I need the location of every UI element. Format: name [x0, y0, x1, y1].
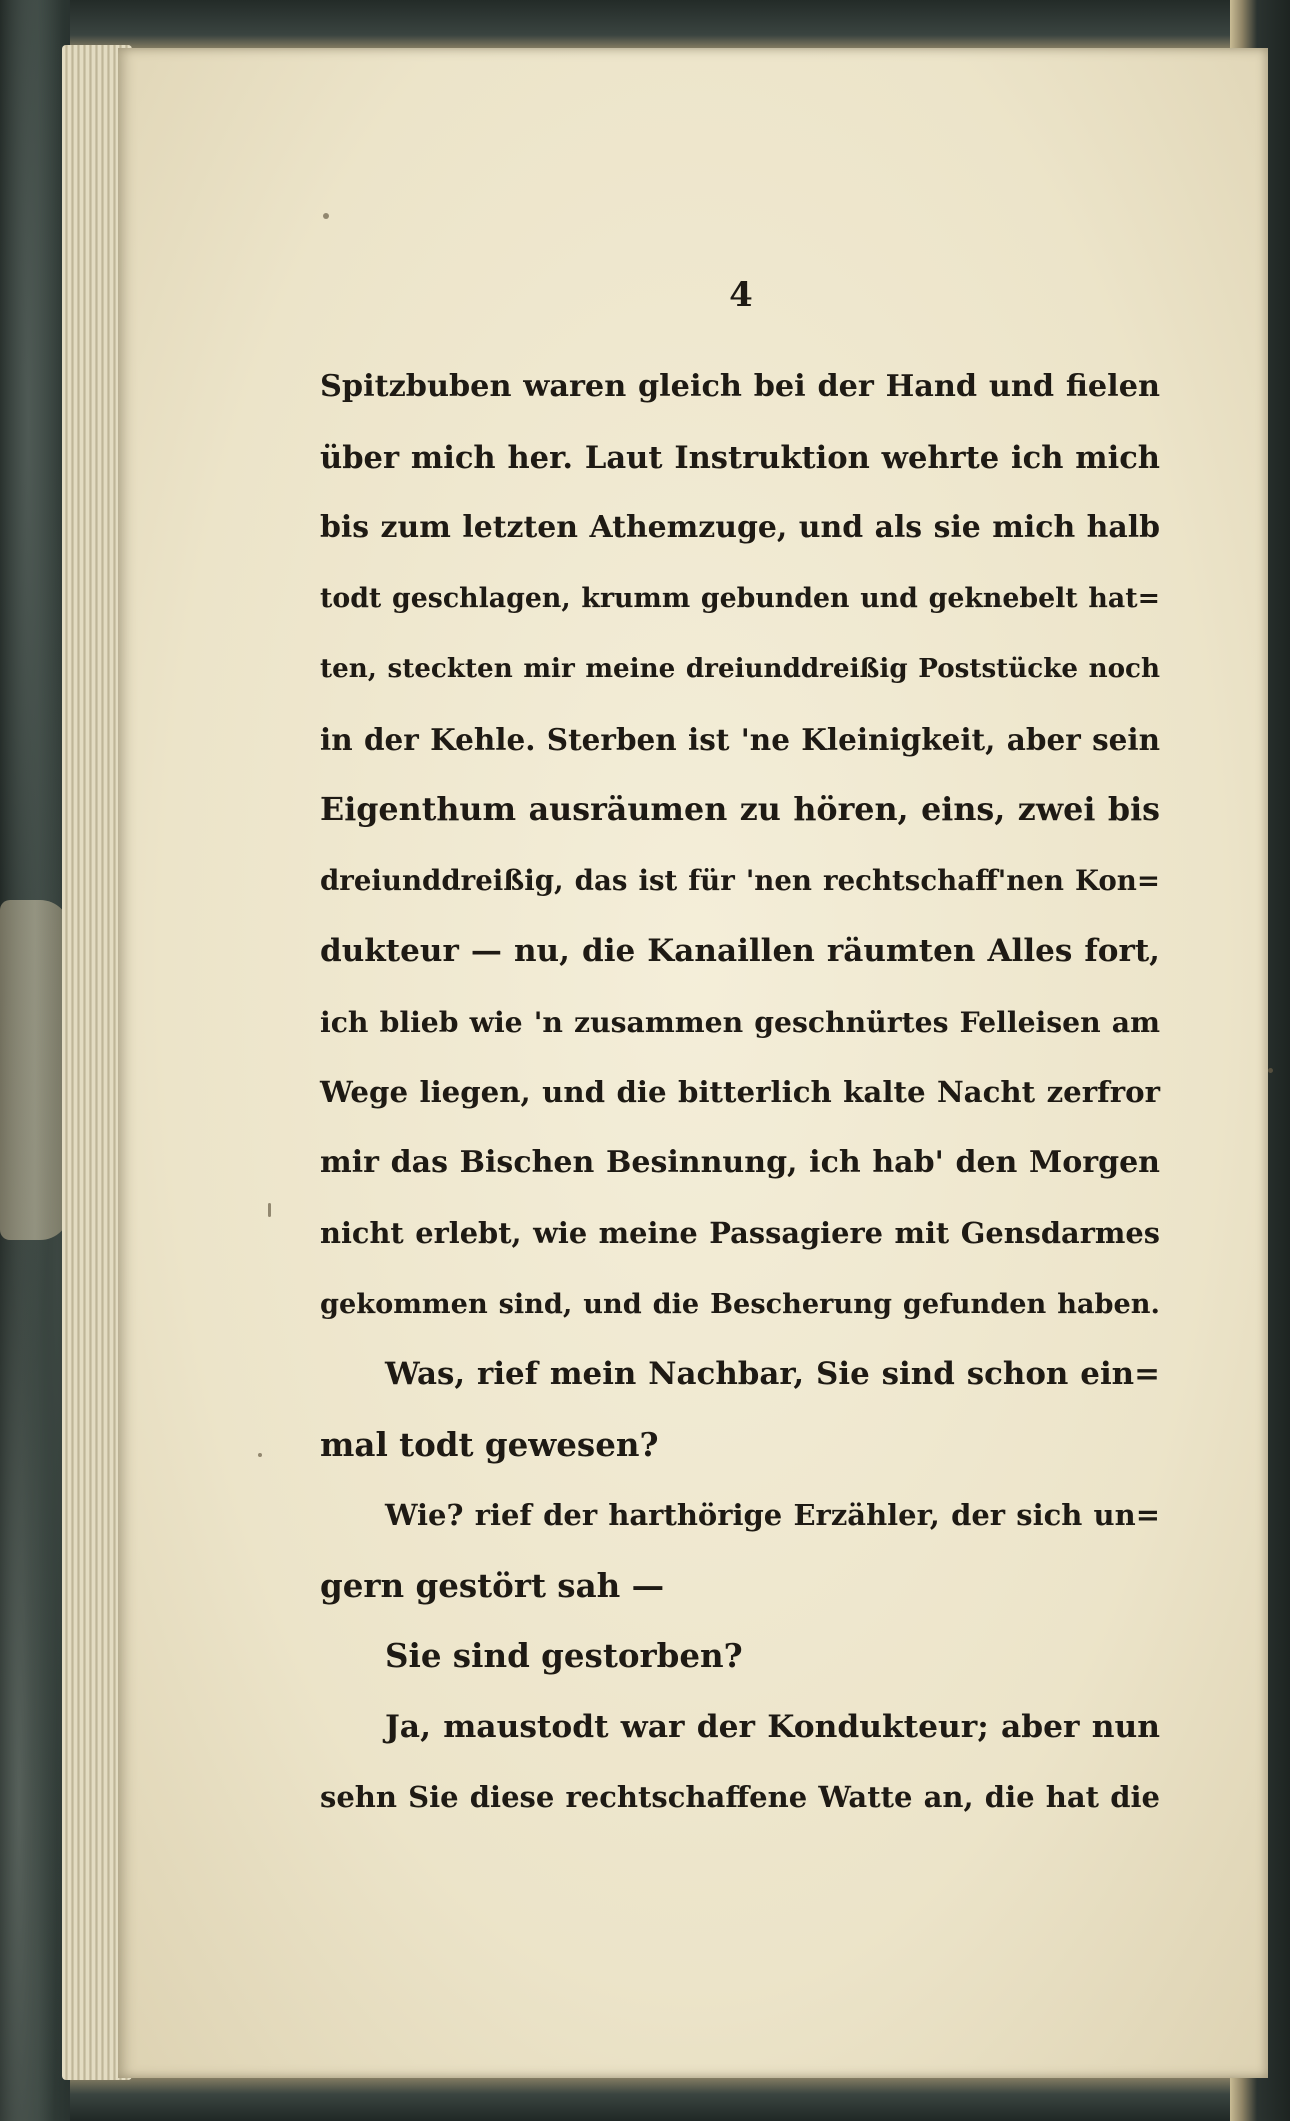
text-line: in der Kehle. Sterben ist 'ne Kleinigkeit, aber sein	[320, 721, 1160, 757]
text-line: Sie sind gestorben?	[385, 1636, 743, 1675]
text-line: Eigenthum ausräumen zu hören, eins, zwei bis	[320, 791, 1160, 828]
text-line: gern gestört sah —	[320, 1565, 665, 1605]
body-text	[320, 352, 1160, 1833]
text-line: todt geschlagen, krumm gebunden und geknebelt hat=	[320, 582, 1160, 614]
paper-speck	[268, 1203, 271, 1217]
text-line: nicht erlebt, wie meine Passagiere mit Gensdarmes	[320, 1216, 1160, 1250]
paper-speck	[258, 1453, 262, 1457]
text-line: Wie? rief der harthörige Erzähler, der sich un=	[385, 1498, 1160, 1532]
text-line: sehn Sie diese rechtschaffene Watte an, die hat die	[320, 1780, 1160, 1814]
text-line: ich blieb wie 'n zusammen geschnürtes Felleisen am	[320, 1004, 1160, 1039]
text-line: Was, rief mein Nachbar, Sie sind schon ein=	[385, 1356, 1160, 1392]
text-line: Spitzbuben waren gleich bei der Hand und fielen	[320, 369, 1160, 404]
text-line: mir das Bischen Besinnung, ich hab' den Morgen	[320, 1144, 1160, 1180]
text-line: über mich her. Laut Instruktion wehrte ich mich	[320, 439, 1160, 476]
book-cover-top	[70, 0, 1250, 50]
worn-binding-patch	[0, 900, 70, 1240]
text-line: ten, steckten mir meine dreiunddreißig Poststücke noch	[320, 653, 1160, 684]
text-line: Wege liegen, und die bitterlich kalte Nacht zerfror	[320, 1075, 1160, 1109]
text-line: mal todt gewesen?	[320, 1424, 659, 1464]
text-line: bis zum letzten Athemzuge, und als sie mich halb	[320, 510, 1160, 545]
book-cover-bottom	[70, 2076, 1250, 2121]
text-line: gekommen sind, und die Bescherung gefunden haben.	[320, 1287, 1160, 1320]
paper-speck	[1268, 1068, 1273, 1073]
paper-speck	[323, 213, 329, 219]
text-line: dukteur — nu, die Kanaillen räumten Alles fort,	[320, 933, 1160, 969]
text-line: Ja, maustodt war der Kondukteur; aber nun	[385, 1708, 1160, 1745]
text-line: dreiunddreißig, das ist für 'nen rechtschaff'nen Kon=	[320, 863, 1160, 897]
page-number: 4	[729, 275, 753, 315]
